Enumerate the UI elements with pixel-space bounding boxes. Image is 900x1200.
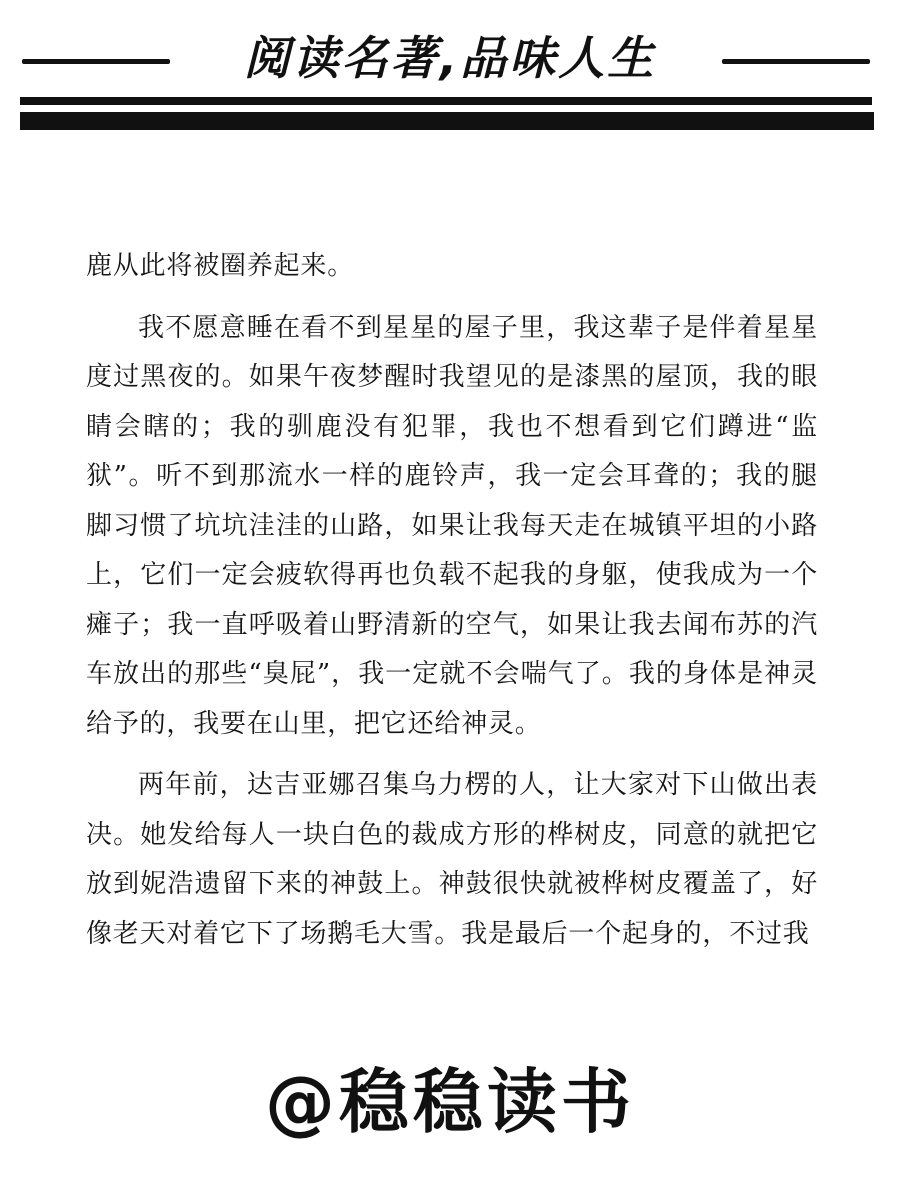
watermark-signature: @稳稳读书	[265, 1061, 635, 1143]
header-thin-band	[20, 97, 872, 105]
paragraph: 两年前，达吉亚娜召集乌力楞的人，让大家对下山做出表决。她发给每人一块白色的裁成方形的桦树皮，同意的就把它放到妮浩遗留下来的神鼓上。神鼓很快就被桦树皮覆盖了，好像老天对着它下了场鹅毛大雪。我是最后一个起身的，不过我	[86, 770, 818, 949]
paragraph: 我不愿意睡在看不到星星的屋子里，我这辈子是伴着星星度过黑夜的。如果午夜梦醒时我望见的是漆黑的屋顶，我的眼睛会瞎的；我的驯鹿没有犯罪，我也不想看到它们蹲进“监狱”。听不到那流水一样的鹿铃声，我一定会耳聋的；我的腿脚习惯了坑坑洼洼的山路，如果让我每天走在城镇平坦的小路上，它们一定会疲软得再也负载不起我的身躯，使我成为一个瘫子；我一直呼吸着山野清新的空气，如果让我去闻布苏的汽车放出的那些“臭屁”，我一定就不会喘气了。我的身体是神灵给予的，我要在山里，把它还给神灵。	[86, 312, 818, 739]
header-right-rule	[722, 59, 870, 64]
header-thick-band	[20, 112, 874, 130]
header-title: 阅读名著,品味人生	[243, 31, 657, 85]
page-header	[0, 0, 900, 140]
paragraph: 鹿从此将被圈养起来。	[86, 251, 355, 281]
article-body	[86, 242, 818, 959]
